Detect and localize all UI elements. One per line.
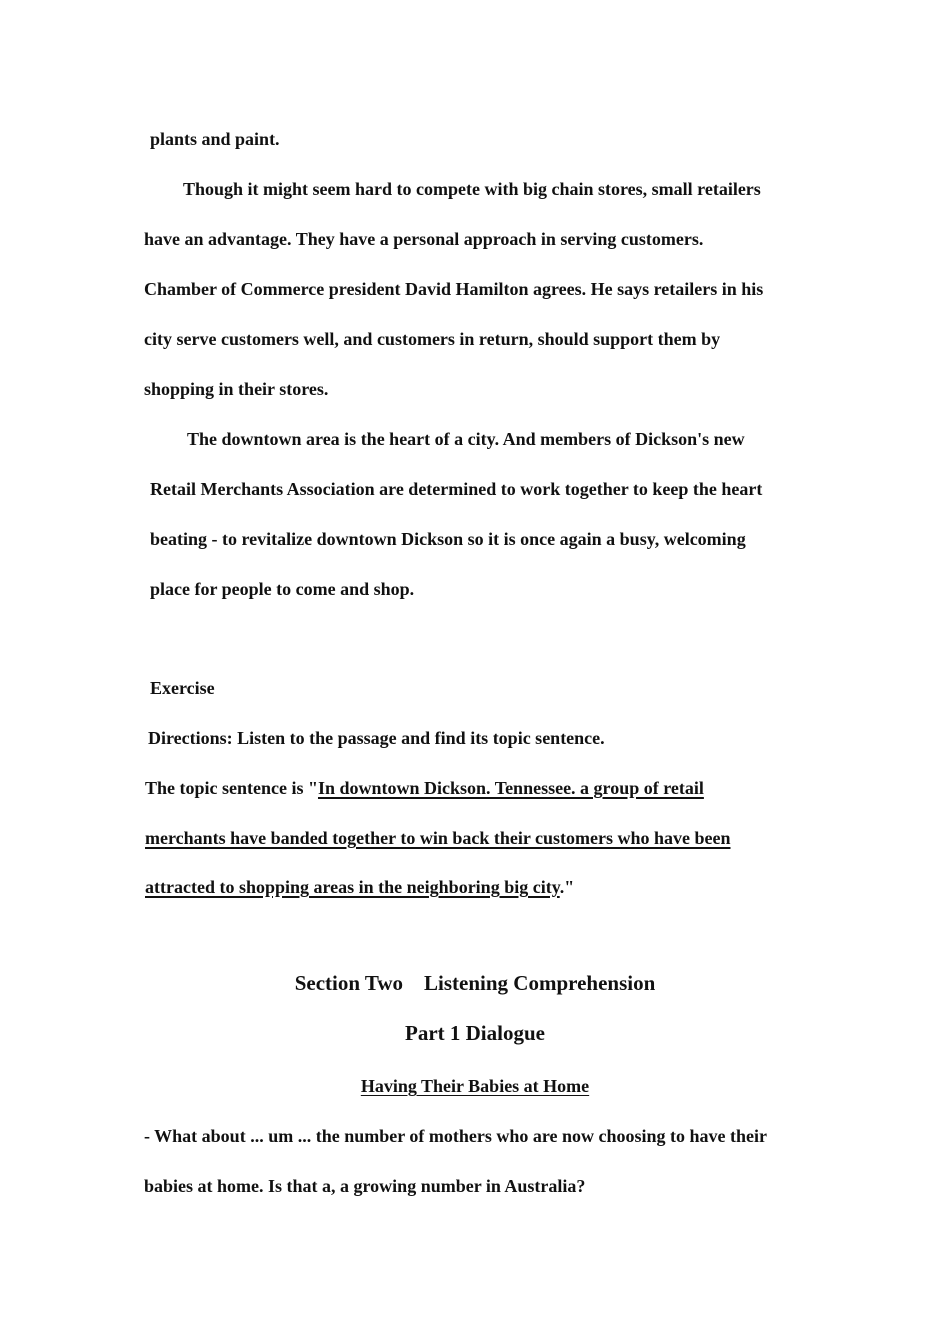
passage-line: city serve customers well, and customers in return, should support them by xyxy=(144,329,721,349)
topic-sentence-answer: In downtown Dickson. Tennessee. a group of retail xyxy=(317,778,704,798)
dialogue-line: babies at home. Is that a, a growing number in Australia? xyxy=(144,1176,586,1196)
section-title: Section Two Listening Comprehension xyxy=(294,971,656,995)
dialogue-title xyxy=(0,1075,950,1097)
passage-line: Chamber of Commerce president David Hamilton agrees. He says retailers in his xyxy=(144,279,764,299)
dialogue-line: - What about ... um ... the number of mothers who are now choosing to have their xyxy=(144,1126,768,1146)
topic-sentence-answer: merchants have banded together to win back their customers who have been xyxy=(145,828,731,848)
passage-line: Retail Merchants Association are determined to work together to keep the heart xyxy=(150,479,763,499)
passage-line: place for people to come and shop. xyxy=(150,579,415,599)
topic-sentence-line xyxy=(145,777,704,799)
exercise-label: Exercise xyxy=(150,678,215,698)
topic-sentence-line xyxy=(145,827,731,849)
dialogue-title-text: Having Their Babies at Home xyxy=(360,1076,590,1096)
topic-sentence-suffix: ." xyxy=(559,877,575,897)
passage-line: shopping in their stores. xyxy=(144,379,329,399)
passage-line: have an advantage. They have a personal approach in serving customers. xyxy=(144,229,704,249)
passage-line: beating - to revitalize downtown Dickson so it is once again a busy, welcoming xyxy=(150,529,746,549)
passage-line: plants and paint. xyxy=(150,129,280,149)
exercise-directions: Directions: Listen to the passage and find its topic sentence. xyxy=(148,728,605,748)
topic-sentence-prefix: The topic sentence is " xyxy=(145,778,318,798)
topic-sentence-answer: attracted to shopping areas in the neighboring big city xyxy=(145,877,560,897)
passage-line: Though it might seem hard to compete with big chain stores, small retailers xyxy=(183,179,761,199)
topic-sentence-line xyxy=(145,876,574,898)
part-title: Part 1 Dialogue xyxy=(405,1021,545,1045)
passage-line: The downtown area is the heart of a city. And members of Dickson's new xyxy=(187,429,745,449)
